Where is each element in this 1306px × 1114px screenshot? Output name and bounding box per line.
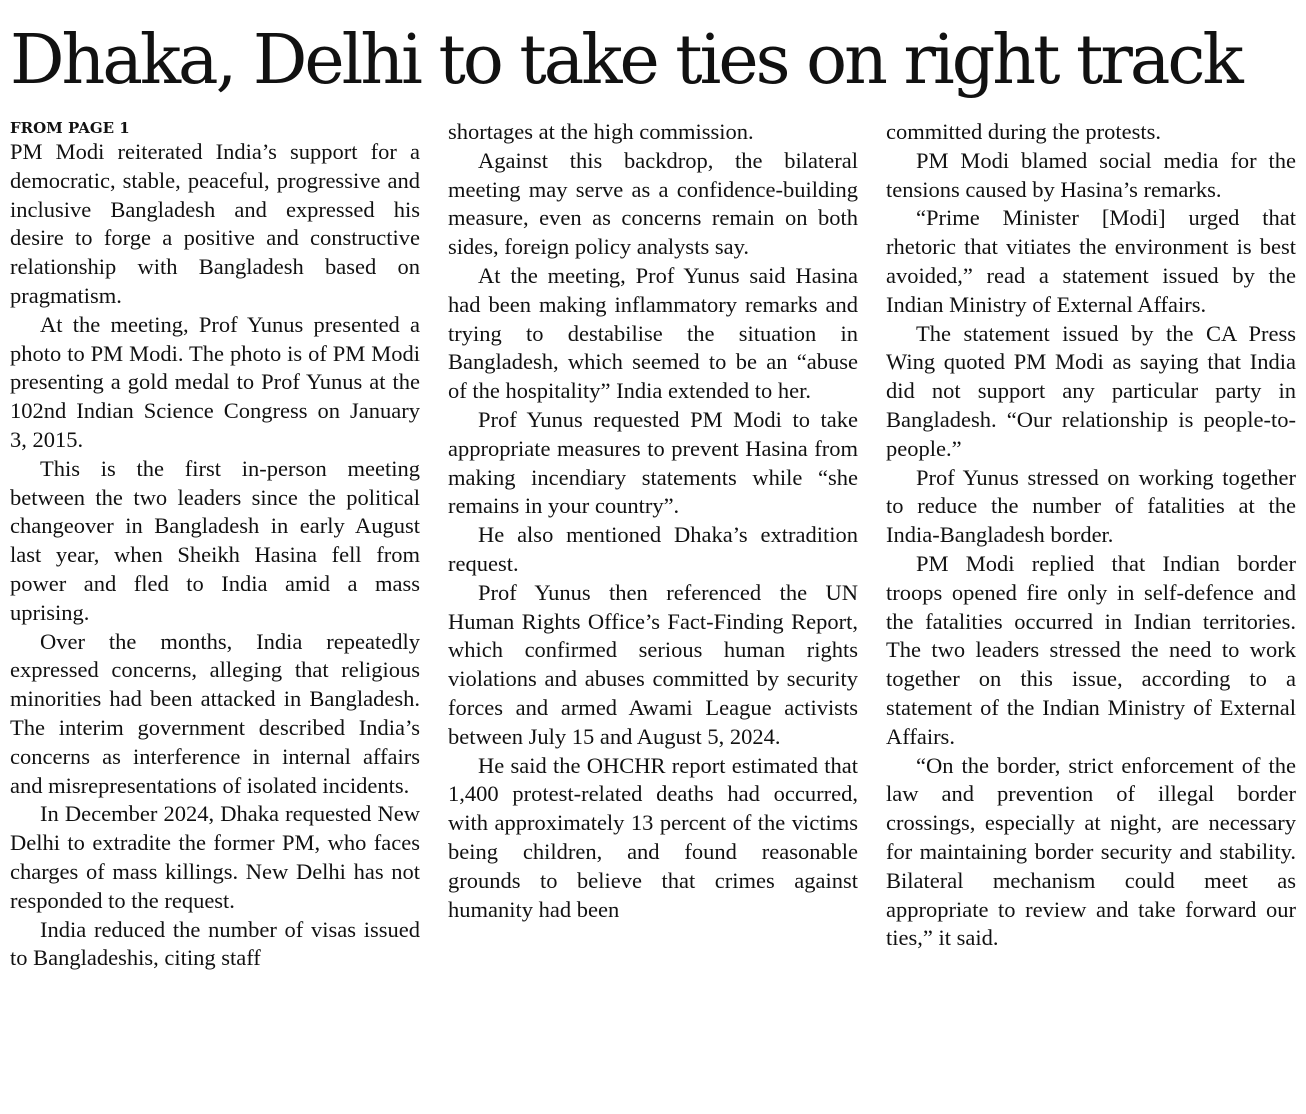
paragraph: Over the months, India repeatedly expressed concerns, alleging that religious minorities had been attacked in Bangladesh. The interim government described India’s concerns as interference in internal affairs and misrepresentations of isolated incidents. (10, 628, 420, 798)
paragraph: PM Modi replied that Indian border troops opened fire only in self-defence and the fatalities occurred in Indian territories. The two leaders stressed the need to work together on this issue, according to a statement of the Indian Ministry of External Affairs. (886, 550, 1296, 749)
paragraph: PM Modi reiterated India’s support for a democratic, stable, peaceful, progressive and inclusive Bangladesh and expressed his desire to forge a positive and constructive relationship with Bangladesh based on pragmatism. (10, 139, 420, 308)
paragraph: PM Modi blamed social media for the tensions caused by Hasina’s remarks. (886, 147, 1296, 202)
paragraph: “Prime Minister [Modi] urged that rhetoric that vitiates the environment is best avoided,” read a statement issued by the Indian Ministry of External Affairs. (886, 205, 1296, 317)
continuation-kicker: FROM PAGE 1 (10, 119, 130, 137)
paragraph: Prof Yunus stressed on working together to reduce the number of fatalities at the India-Bangladesh border. (886, 464, 1296, 548)
column-3 (886, 118, 1296, 1108)
paragraph: He also mentioned Dhaka’s extradition request. (448, 522, 858, 576)
paragraph: shortages at the high commission. (448, 119, 754, 144)
column-2 (448, 118, 858, 1108)
paragraph: Prof Yunus then referenced the UN Human Rights Office’s Fact-Finding Report, which confirmed serious human rights violations and abuses committed by security forces and armed Awami League activists between July 15 and August 5, 2024. (448, 579, 858, 749)
article-body (10, 118, 1296, 1108)
paragraph: India reduced the number of visas issued to Bangladeshis, citing staff (10, 916, 420, 971)
paragraph: committed during the protests. (886, 119, 1161, 144)
paragraph: In December 2024, Dhaka requested New Delhi to extradite the former PM, who faces charges of mass killings. New Delhi has not responded to the request. (10, 801, 420, 913)
paragraph: He said the OHCHR report estimated that 1,400 protest-related deaths had occurred, with approximately 13 percent of the victims being children, and found reasonable grounds to believe that crimes against humanity had been (448, 752, 858, 922)
column-1 (10, 118, 420, 1108)
paragraph: “On the border, strict enforcement of the law and prevention of illegal border crossings, especially at night, are necessary for maintaining border security and stability. Bilateral mechanism could meet as appropriate to review and take forward our ties,” it said. (886, 752, 1296, 951)
paragraph: At the meeting, Prof Yunus said Hasina had been making inflammatory remarks and trying to destabilise the situation in Bangladesh, which seemed to be an “abuse of the hospitality” India extended to her. (448, 262, 858, 404)
paragraph: This is the first in-person meeting between the two leaders since the political changeover in Bangladesh in early August last year, when Sheikh Hasina fell from power and fled to India amid a mass uprising. (10, 455, 420, 625)
paragraph: The statement issued by the CA Press Wing quoted PM Modi as saying that India did not support any particular party in Bangladesh. “Our relationship is people-to-people.” (886, 320, 1296, 461)
paragraph: Prof Yunus requested PM Modi to take appropriate measures to prevent Hasina from making incendiary statements while “she remains in your country”. (448, 406, 858, 519)
paragraph: Against this backdrop, the bilateral meeting may serve as a confidence-building measure, even as concerns remain on both sides, foreign policy analysts say. (448, 147, 858, 260)
headline: Dhaka, Delhi to take ties on right track (10, 21, 1241, 100)
paragraph: At the meeting, Prof Yunus presented a photo to PM Modi. The photo is of PM Modi presenting a gold medal to Prof Yunus at the 102nd Indian Science Congress on January 3, 2015. (10, 311, 420, 452)
